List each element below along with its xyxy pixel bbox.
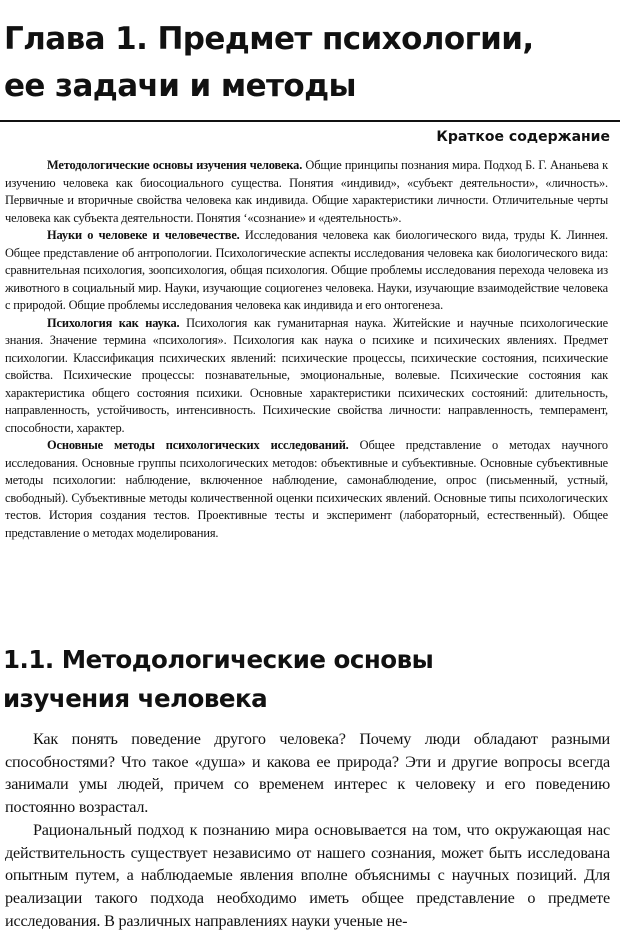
chapter-title-line-1: Глава 1. Предмет психологии,	[4, 21, 534, 57]
body-text	[5, 728, 610, 932]
summary-paragraph-lead: Основные методы психологических исследований.	[47, 438, 349, 452]
summary-paragraph-text: Общее представление о методах научного исследования. Основные группы психологических методов: объективные и субъективные. Основные субъективные методы психологии: наблюдение, включенное наблюдение, самонаблюдение, опрос (письменный, устный, свободный). Субъективные методы количественной оценки психических явлений. Основные типы психологических тестов. История создания тестов. Проективные тесты и эксперимент (лабораторный, естественный). Общее представление о методах моделирования.	[5, 438, 608, 540]
summary-paragraph-text: Исследования человека как биологического вида, труды К. Линнея. Общее представление об антропологии. Психологические аспекты исследования человека как биологического вида: сравнительная психология, зоопсихология, общая психология. Общие проблемы исследования перехода человека из животного в социальный мир. Науки, изучающие социогенез человека. Науки, изучающие взаимодействие человека с природой. Общие проблемы исследования человека как индивида и его онтогенеза.	[5, 228, 609, 312]
summary-paragraph-lead: Психология как наука.	[47, 315, 180, 330]
summary-paragraph-text: Общие принципы познания мира. Подход Б. Г. Ананьева к изучению человека как биосоциального существа. Понятия «индивид», «субъект деятельности», «личность». Первичные и вторичные свойства человека как индивида. Общие характеристики личности. Отличительные черты человека как субъекта деятельности. Понятия ‘«сознание» и «деятельность».	[5, 158, 608, 225]
chapter-title	[4, 16, 614, 110]
summary-paragraph	[5, 227, 608, 315]
summary-paragraph-text: Психология как гуманитарная наука. Житейские и научные психологические знания. Значение термина «психология». Психология как наука о психике и психических явлениях. Предмет психологии. Классификация психических явлений: психические процессы, психические состояния, психические свойства. Психические процессы: познавательные, эмоциональные, волевые. Психические состояния как характеристика общего состояния психики. Основные характеристики психических состояний: длительность, направленность, устойчивость, интенсивность. Психические свойства личности: направленность, темперамент, способности, характер.	[5, 315, 609, 435]
chapter-divider	[0, 120, 620, 122]
section-title-line-1: 1.1. Методологические основы	[3, 645, 434, 674]
summary-heading: Краткое содержание	[436, 129, 610, 145]
summary-paragraph	[5, 437, 608, 542]
section-title-line-2: изучения человека	[3, 684, 268, 713]
chapter-title-line-2: ее задачи и методы	[4, 68, 356, 104]
section-title	[3, 640, 615, 718]
body-paragraph: Рациональный подход к познанию мира основывается на том, что окружающая нас действительность существует независимо от нашего сознания, может быть исследована опытным путем, а наблюдаемые явления вполне объяснимы с научных позиций. Для реализации такого подхода необходимо иметь общее представление о предмете исследования. В различных направлениях науки ученые не-	[5, 820, 610, 930]
summary-paragraph	[5, 315, 608, 438]
summary-paragraph-lead: Методологические основы изучения человека.	[47, 158, 303, 172]
body-paragraph: Как понять поведение другого человека? Почему люди обладают разными способностями? Что такое «душа» и какова ее природа? Эти и другие вопросы всегда занимали умы людей, причем со временем интерес к человеку и его поведению постоянно возрастал.	[5, 730, 610, 817]
chapter-summary	[5, 157, 608, 542]
summary-paragraph-lead: Науки о человеке и человечестве.	[47, 228, 240, 242]
summary-paragraph	[5, 157, 608, 227]
